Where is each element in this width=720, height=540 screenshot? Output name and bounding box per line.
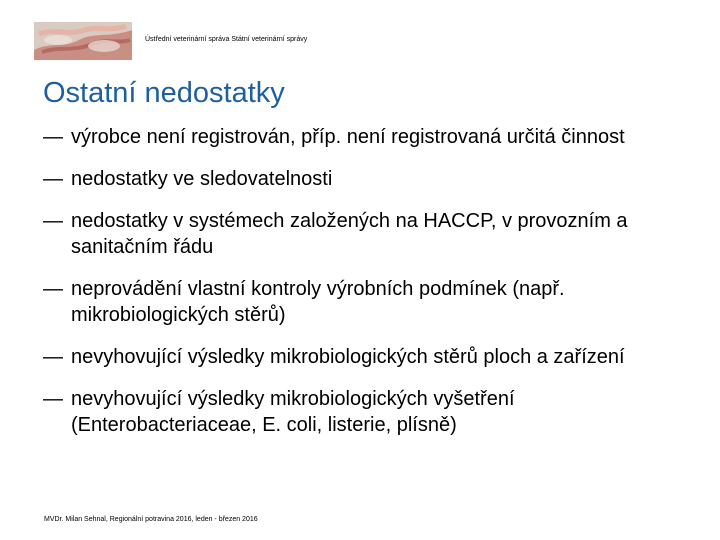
bullet-item-own-control	[43, 276, 693, 328]
bullet-dash: —	[43, 388, 63, 410]
bullet-text: nevyhovující výsledky mikrobiologických vyšetření (Enterobacteriaceae, E. coli, listerie, plísně)	[71, 388, 515, 436]
bullet-dash: —	[43, 278, 63, 300]
header-text: Ústřední veterinární správa Státní veterinární správy	[145, 36, 308, 43]
bullet-dash: —	[43, 210, 63, 232]
bullet-item-traceability	[43, 166, 693, 192]
bullet-text: výrobce není registrován, příp. není registrovaná určitá činnost	[71, 126, 625, 148]
footer-text: MVDr. Milan Sehnal, Regionální potravina 2016, leden - březen 2016	[44, 516, 258, 523]
bullet-item-micro-results	[43, 386, 693, 438]
bullet-text: nevyhovující výsledky mikrobiologických stěrů ploch a zařízení	[71, 346, 625, 368]
bullet-dash: —	[43, 346, 63, 368]
bullet-item-haccp	[43, 208, 693, 260]
bullet-list	[43, 124, 693, 438]
bullet-dash: —	[43, 168, 63, 190]
bullet-item-registration	[43, 124, 693, 150]
meat-photo-icon	[34, 22, 132, 60]
bullet-text: nedostatky ve sledovatelnosti	[71, 168, 333, 190]
bullet-text: neprovádění vlastní kontroly výrobních podmínek (např. mikrobiologických stěrů)	[71, 278, 565, 326]
bullet-item-swab-results	[43, 344, 693, 370]
bullet-dash: —	[43, 126, 63, 148]
slide-title: Ostatní nedostatky	[43, 77, 285, 109]
bullet-text: nedostatky v systémech založených na HACCP, v provozním a sanitačním řádu	[71, 210, 628, 258]
